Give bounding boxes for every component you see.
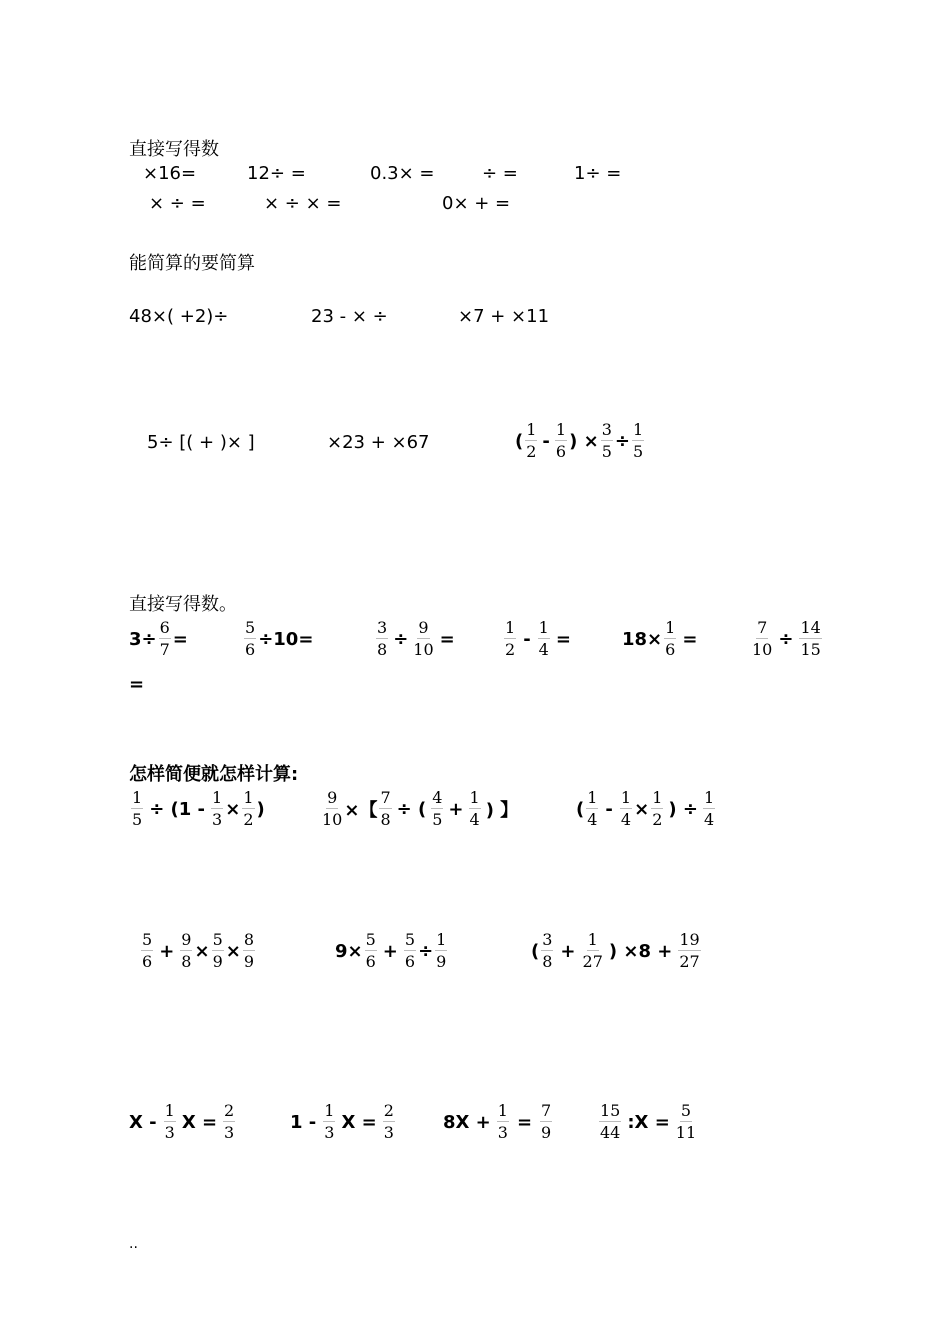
- numerator: 3: [377, 618, 388, 637]
- numerator: 1: [212, 788, 223, 807]
- numerator: 1: [555, 420, 567, 439]
- fraction: [525, 421, 537, 461]
- numerator: 3: [601, 420, 612, 439]
- fraction: [413, 619, 433, 659]
- denominator: 6: [245, 640, 256, 659]
- equation: 1 - $\frac{1}{3}$ X = $\frac{2}{3}$: [290, 1101, 394, 1142]
- numerator: 1: [703, 788, 715, 807]
- denominator: 9: [212, 952, 223, 971]
- numerator: 2: [383, 1101, 394, 1120]
- denominator: 3: [164, 1123, 175, 1142]
- fraction: [431, 789, 443, 829]
- numerator: 1: [132, 788, 143, 807]
- numerator: 1: [469, 788, 480, 807]
- denominator: 5: [432, 810, 443, 829]
- expr-fraction: ( $\frac{3}{8}$ + $\frac{1}{27}$ ) ×8 + $\frac{19}{27}$: [531, 930, 700, 971]
- fraction: [540, 1102, 552, 1142]
- denominator: 3: [497, 1123, 508, 1142]
- denominator: 2: [505, 640, 516, 659]
- fraction: [211, 789, 223, 829]
- denominator: 2: [243, 810, 254, 829]
- denominator: 15: [800, 640, 821, 659]
- fraction: [752, 619, 772, 659]
- fraction: [180, 931, 192, 971]
- fraction: [555, 421, 567, 461]
- numerator: 1: [587, 930, 598, 949]
- expr: ×16=: [143, 163, 197, 184]
- expr-fraction: $\frac{3}{8}$ ÷ $\frac{9}{10}$ =: [377, 618, 455, 659]
- fraction: [379, 789, 391, 829]
- denominator: 10: [322, 810, 343, 829]
- denominator: 2: [652, 810, 663, 829]
- numerator: 6: [159, 618, 170, 637]
- denominator: 4: [587, 810, 598, 829]
- fraction: [703, 789, 715, 829]
- denominator: 4: [538, 640, 549, 659]
- fraction: [376, 619, 388, 659]
- numerator: 1: [620, 788, 632, 807]
- equation: 8X + $\frac{1}{3}$ = $\frac{7}{9}$: [443, 1101, 552, 1142]
- equation: X - $\frac{1}{3}$ X = $\frac{2}{3}$: [129, 1101, 235, 1142]
- numerator: 14: [800, 618, 821, 637]
- denominator: 6: [365, 952, 376, 971]
- denominator: 8: [542, 952, 553, 971]
- fraction: [601, 421, 613, 461]
- denominator: 5: [632, 442, 644, 461]
- section-title-2: 能简算的要简算: [129, 253, 255, 274]
- expr-fraction: 3÷ $\frac{6}{7}$ =: [129, 618, 188, 659]
- expr: ×7 + ×11: [458, 306, 550, 327]
- section-title-4: 怎样简便就怎样计算:: [129, 764, 299, 785]
- numerator: 4: [432, 788, 443, 807]
- numerator: 9: [418, 618, 429, 637]
- denominator: 9: [436, 952, 447, 971]
- fraction: [131, 789, 143, 829]
- fraction: [676, 1102, 696, 1142]
- expr: 1÷ =: [574, 163, 622, 184]
- denominator: 44: [600, 1123, 621, 1142]
- numerator: 19: [679, 930, 700, 949]
- fraction: [365, 931, 377, 971]
- fraction: [223, 1102, 235, 1142]
- fraction: [383, 1102, 395, 1142]
- fraction: [243, 931, 255, 971]
- section-title-3: 直接写得数。: [129, 594, 237, 615]
- fraction: [664, 619, 676, 659]
- numerator: 1: [652, 788, 663, 807]
- expr: × ÷ =: [149, 193, 206, 214]
- denominator: 8: [380, 810, 391, 829]
- denominator: 4: [620, 810, 632, 829]
- expr-fraction: $\frac{5}{6}$ + $\frac{9}{8}$ × $\frac{5}{9}$ × $\frac{8}{9}$: [142, 930, 255, 971]
- equation: $\frac{15}{44}$ :X = $\frac{5}{11}$: [600, 1101, 697, 1142]
- expr-fraction: $\frac{1}{5}$ ÷ (1 - $\frac{1}{3}$ × $\frac{1}{2}$ ): [132, 788, 265, 829]
- fraction: [435, 931, 447, 971]
- denominator: 7: [159, 640, 170, 659]
- fraction: [212, 931, 224, 971]
- denominator: 9: [243, 952, 255, 971]
- fraction: [538, 619, 550, 659]
- numerator: 15: [600, 1101, 621, 1120]
- fraction: [632, 421, 644, 461]
- numerator: 1: [497, 1101, 508, 1120]
- denominator: 10: [752, 640, 773, 659]
- expr-fraction: $\frac{7}{10}$ ÷ $\frac{14}{15}$: [752, 618, 821, 659]
- numerator: 1: [505, 618, 516, 637]
- fraction: [323, 1102, 335, 1142]
- fraction: [404, 931, 416, 971]
- expr-fraction: ( $\frac{1}{4}$ - $\frac{1}{4}$ × $\frac{1}{2}$ ) ÷ $\frac{1}{4}$: [576, 788, 715, 829]
- fraction: [244, 619, 256, 659]
- numerator: 5: [365, 930, 376, 949]
- numerator: 1: [526, 420, 537, 439]
- denominator: 8: [377, 640, 388, 659]
- expr: 0× + =: [442, 193, 511, 214]
- denominator: 4: [469, 810, 480, 829]
- numerator: 1: [665, 618, 676, 637]
- expr-fraction: 18× $\frac{1}{6}$ =: [622, 618, 698, 659]
- denominator: 8: [181, 952, 192, 971]
- denominator: 6: [665, 640, 676, 659]
- fraction: [159, 619, 171, 659]
- fraction: [141, 931, 153, 971]
- denominator: 3: [224, 1123, 235, 1142]
- fraction: [469, 789, 481, 829]
- numerator: 1: [164, 1101, 175, 1120]
- expr: × ÷ × =: [264, 193, 342, 214]
- numerator: 7: [757, 618, 768, 637]
- numerator: 5: [680, 1101, 692, 1120]
- fraction: [164, 1102, 176, 1142]
- denominator: 4: [703, 810, 715, 829]
- denominator: 6: [404, 952, 416, 971]
- numerator: 9: [327, 788, 338, 807]
- denominator: 9: [541, 1123, 552, 1142]
- denominator: 27: [679, 952, 700, 971]
- numerator: 3: [542, 930, 553, 949]
- expr: 23 - × ÷: [311, 306, 388, 327]
- fraction: [678, 931, 700, 971]
- fraction: [504, 619, 516, 659]
- fraction: [620, 789, 632, 829]
- expr-fraction: $\frac{9}{10}$ ×【 $\frac{7}{8}$ ÷ ( $\frac{4}{5}$ + $\frac{1}{4}$ ) 】: [322, 788, 519, 829]
- numerator: 5: [212, 930, 223, 949]
- fraction: [586, 789, 598, 829]
- expr: 12÷ =: [247, 163, 306, 184]
- numerator: 5: [404, 930, 416, 949]
- numerator: 7: [380, 788, 391, 807]
- denominator: 10: [413, 640, 434, 659]
- expr-fraction: ( $\frac{1}{2}$ - $\frac{1}{6}$ ) × $\frac{3}{5}$ ÷ $\frac{1}{5}$: [515, 420, 644, 461]
- fraction: [242, 789, 254, 829]
- denominator: 3: [324, 1123, 335, 1142]
- numerator: 1: [436, 930, 447, 949]
- denominator: 6: [142, 952, 153, 971]
- numerator: 9: [181, 930, 192, 949]
- expr-fraction: $\frac{1}{2}$ - $\frac{1}{4}$ =: [505, 618, 571, 659]
- numerator: 8: [243, 930, 255, 949]
- denominator: 3: [212, 810, 223, 829]
- numerator: 2: [224, 1101, 235, 1120]
- fraction: [541, 931, 553, 971]
- expr: ÷ =: [482, 163, 518, 184]
- expr: ×23 + ×67: [327, 432, 430, 453]
- expr-fraction: 9× $\frac{5}{6}$ + $\frac{5}{6}$ ÷ $\frac{1}{9}$: [335, 930, 447, 971]
- numerator: 1: [587, 788, 598, 807]
- denominator: 2: [526, 442, 537, 461]
- numerator: 1: [632, 420, 644, 439]
- denominator: 11: [675, 1123, 697, 1142]
- denominator: 6: [555, 442, 567, 461]
- expr: 48×( +2)÷: [129, 306, 229, 327]
- fraction: [799, 619, 821, 659]
- fraction: [599, 1102, 621, 1142]
- expr: 0.3× =: [370, 163, 435, 184]
- expr-fraction: $\frac{5}{6}$ ÷10=: [245, 618, 314, 659]
- denominator: 27: [582, 952, 603, 971]
- denominator: 5: [601, 442, 612, 461]
- fraction: [651, 789, 663, 829]
- footer-dots: ..: [129, 1236, 138, 1252]
- numerator: 5: [245, 618, 256, 637]
- fraction: [322, 789, 342, 829]
- expr: 5÷ [( + )× ]: [147, 432, 255, 453]
- section-title-1: 直接写得数: [129, 139, 219, 160]
- numerator: 5: [142, 930, 153, 949]
- numerator: 7: [541, 1101, 552, 1120]
- numerator: 1: [538, 618, 549, 637]
- equals-sign: =: [129, 674, 145, 695]
- numerator: 1: [243, 788, 254, 807]
- denominator: 5: [132, 810, 143, 829]
- numerator: 1: [324, 1101, 335, 1120]
- denominator: 3: [383, 1123, 394, 1142]
- fraction: [583, 931, 603, 971]
- fraction: [497, 1102, 509, 1142]
